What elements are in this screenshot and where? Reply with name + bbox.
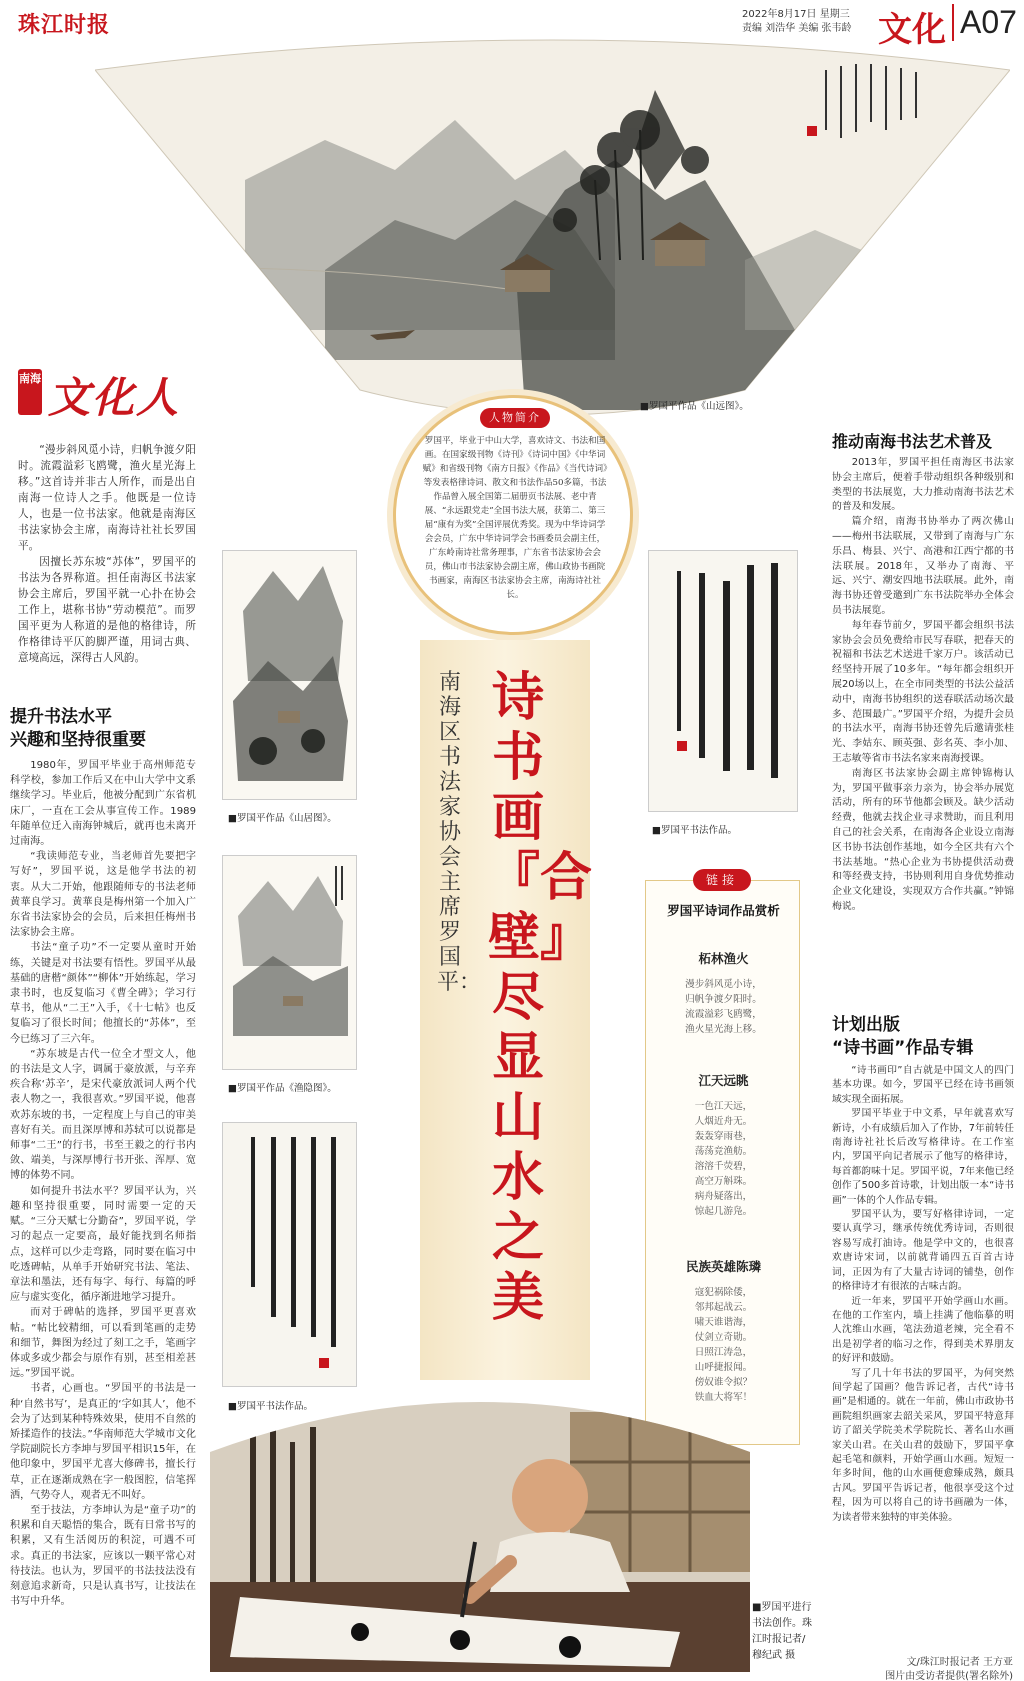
intro-text	[18, 442, 196, 666]
fan-painting-landscape	[95, 30, 1010, 425]
paragraph: 如何提升书法水平？罗国平认为，兴趣和坚持很重要，同时需要一定的天赋。“三分天赋七分勤奋”，罗国平说，学习的起点一定要高，最好能找到名师指点，这样可以少走弯路，同时要在临习中吃透碑帖，从单手开始研究书法、笔法、章法和墨法，还有每字、每行、每篇的呼应与虚实变化，循序渐进地学习提升。	[10, 1185, 196, 1304]
poem-line: 傍奴谁令拟？	[694, 1377, 753, 1388]
poem-line: 轰轰穿雨巷，	[694, 1131, 753, 1142]
poem-line: 荡荡竞渔舫。	[694, 1146, 753, 1157]
calligraphy-work-right	[648, 550, 798, 812]
section-title: 文化	[878, 10, 946, 50]
paragraph: “诗书画印”自古就是中国文人的四门基本功课。如今，罗国平已经在诗书画领域实现全面拓展。	[832, 1065, 1014, 1105]
photo-caption: ■罗国平进行书法创作。珠江时报记者/穆纪武 摄	[752, 1602, 812, 1661]
poem-line: 邻邦起战云。	[694, 1302, 753, 1313]
painting-mountain-dwelling	[222, 550, 357, 800]
poem-line: 人烟近舟无。	[694, 1116, 753, 1127]
photo-writing-calligraphy	[210, 1392, 750, 1672]
paragraph: “我读师范专业，当老师首先要把字写好”，罗国平说，这是他学书法的初衷。从大二开始，他跟随师专的书法老师黄華良学习。黄華良是梅州第一个加入广东省书法家协会的会员，后来担任梅州书法家协会主席。	[10, 851, 196, 939]
paragraph: 1980年，罗国平毕业于高州师范专科学校，参加工作后又在中山大学中文系继续学习。毕业后，他被分配到广东省机床厂，一直在工会从事宣传工作。1989年随单位迁入南海钟城后，就再也未离开过南海。	[10, 760, 196, 848]
article-body-right-2	[832, 1064, 1014, 1525]
photo-credit: 图片由受访者提供(署名除外)	[885, 1671, 1013, 1681]
paragraph: 因擅长苏东坡“苏体”，罗国平的书法为各界称道。担任南海区书法家协会主席后，罗国平就一心扑在协会工作上，堪称书协“劳动模范”。而罗国平更为人称道的是他的格律诗，所作格律诗平仄韵脚严谨，用词古典、意境高远，深得古人风韵。	[18, 556, 196, 664]
poem-line: 病舟疑落出，	[694, 1191, 753, 1202]
poem-line: 惊起几游凫。	[694, 1206, 753, 1217]
issue-date: 2022年8月17日 星期三	[742, 9, 850, 20]
poems-link-box	[645, 873, 800, 1445]
paragraph: 近一年来，罗国平开始学画山水画。在他的工作室内，墙上挂满了他临摹的明人沈维山水画，笔法劲道老辣，完全看不出是初学者的临习之作，得到美术界朋友的好评和鼓励。	[832, 1295, 1014, 1365]
painting-fisherman-hermit	[222, 855, 357, 1070]
article-body-left	[10, 758, 196, 1609]
paragraph: 写了几十年书法的罗国平，为何突然间学起了国画？他告诉记者，古代“诗书画”是相通的。就在一年前，佛山市政协书画院组织画家去韶关采风，罗国平特意拜访了韶关学院美术学院院长、著名山水画家关山君。在关山君的鼓励下，罗国平拿起毛笔和颜料，开始学画山水画。短短一年多时间，他的山水画便愈臻成熟，颇具古风。罗国平告诉记者，他很享受这个过程，因为可以将自己的诗书画融为一体，为读者带来独特的审美体验。	[832, 1367, 1014, 1523]
link-title: 罗国平诗词作品赏析	[667, 903, 780, 918]
poem-line: 溶溶千荧碧，	[694, 1161, 753, 1172]
column-title: 文化人	[48, 373, 181, 422]
paragraph: “漫步斜风觅小诗，归帆争渡夕阳时。流霞溢彩飞鸥鹭，渔火星光海上移。”这首诗并非古人所作，而是出自南海一位诗人之手。他既是一位诗人，也是一位书法家。他就是南海区书法家协会主席，南海诗社社长罗国平。	[18, 444, 196, 552]
paragraph: 2013年，罗国平担任南海区书法家协会主席后，便着手带动组织各种级别和类型的书法展览，大力推动南海书法艺术的普及和发展。	[832, 457, 1014, 513]
paragraph: 篇介绍，南海书协举办了两次佛山——梅州书法联展，又带到了南海与广东乐昌、梅县、兴宁、高港和江西宁都的书法联展。2018年，又举办了南海、平远、兴宁、潮安四地书法联展。此外，南海书协还曾受邀到广东书法院举办全体会员书法展览。	[832, 516, 1014, 616]
poem-line: 漫步斜风觅小诗，	[685, 979, 762, 990]
painting-caption: ■罗国平作品《渔隐图》。	[228, 1083, 337, 1094]
paragraph: 书者，心画也。“罗国平的书法是一种‘自然书写’，是真正的‘字如其人’，他不会为了达到某种特殊效果，使用不自然的矫揉造作的技法。”华南师范大学城市文化学院副院长方李坤与罗国平相识15年，在他印象中，罗国平尤喜大修碑书，擅长行草，正在逐渐成熟在字一般图腔，信笔挥洒，气势夺人，观者无不叫好。	[10, 1383, 196, 1501]
poem-line: 仗剑立奇勋。	[694, 1332, 753, 1343]
painting-caption: ■罗国平书法作品。	[228, 1401, 313, 1412]
heading-calligraphy-skill: 提升书法水平 兴趣和坚持很重要	[10, 707, 146, 750]
heading-promote-calligraphy: 推动南海书法艺术普及	[832, 432, 993, 451]
article-body-right-1	[832, 456, 1014, 915]
poem-line: 寇犯祸除倭，	[694, 1287, 753, 1298]
poem-line: 一色江天远，	[694, 1101, 753, 1112]
poem-line: 归帆争渡夕阳时。	[685, 994, 762, 1005]
painting-caption: ■罗国平作品《山居图》。	[228, 813, 337, 824]
profile-text: 罗国平，毕业于中山大学，喜欢诗文、书法和国画。在国家级刊物《诗刊》《诗词中国》《中华词赋》和省级刊物《南方日报》《作品》《当代诗词》等发表格律诗词、散文和书法作品50多篇，书法作品曾入展全国第二届册页书法展、老中青展、“永远跟党走”全国书法大展，获第二、第三届“康有为奖”全国评展优秀奖。现为中华诗词学会会员，广东中华诗词学会书画委员会副主任，广东岭南诗社常务理事，广东省书法家协会会员，佛山市书法家协会副主席，佛山政协书画院书画家，南海区书法家协会主席，南海诗社社长。	[422, 436, 608, 600]
paragraph: 至于技法，方李坤认为是“童子功”的积累和自天聪悟的集合，既有日常书写的积累，又有生活阅历的积淀，可遇不可求。真正的书法家，应该以一颗平常心对待技法。也认为，罗国平的书法技法没有刻意追求新奇，只是认真书写，让技法在书写中升华。	[10, 1504, 196, 1608]
profile-box	[393, 395, 633, 635]
subheadline: 南海区书法家协会主席罗国平：	[437, 670, 482, 995]
calligraphy-work-left	[222, 1122, 357, 1387]
calligraphy-caption: ■罗国平书法作品。	[652, 825, 737, 836]
nanhai-seal: 南海	[18, 369, 42, 415]
page-number: A07	[952, 4, 1017, 41]
paragraph: 南海区书法家协会副主席钟锦梅认为，罗国平做事亲力亲为，协会举办展览活动，所有的环节他都会顾及。缺少活动经费，他就去找企业寻求赞助，而且利用自己的社会关系，在南海各企业设立南海区书协书法创作基地，如今全区共有六个书法基地。“热心企业为书协提供活动费和等经费支持，书协则利用自身优势推动企业文化建设，实现双方合作共赢。”钟锦梅说。	[832, 767, 1014, 912]
poem-title: 江天远眺	[698, 1073, 749, 1088]
paragraph: 每年春节前夕，罗国平都会组织书法家协会会员免费给市民写春联，把春天的祝福和书法艺术送进千家万户。该活动已经坚持开展了10多年。“每年都会组织开展20场以上，在全市同类型的书法公益活动中，南海书协组织的送春联活动场次最多、范围最广。”罗国平介绍，为提升会员的书法水平，南海书协还曾先后邀请张桂光、李姑东、顾英强、彭名英、李小加、王志敏等省市书法名家来南海授课。	[832, 619, 1014, 764]
poem-line: 高空万斛珠。	[694, 1176, 753, 1187]
poem-title: 柘林渔火	[698, 951, 749, 966]
heading-publish-album: 计划出版 “诗书画”作品专辑	[832, 1015, 974, 1058]
editors-line: 责编 刘浩华 美编 张韦龄	[742, 23, 852, 34]
newspaper-name: 珠江时报	[18, 12, 111, 38]
column-badge	[18, 365, 198, 435]
paragraph: 罗国平毕业于中文系，早年就喜欢写新诗，小有成绩后加入了作协，7年前转任南海诗社社长后改写格律诗。在工作室内，罗国平向记者展示了他写的格律诗，每首都韵味十足。罗国平说，7年来他已经创作了500多首诗歌，计划出版一本“诗书画”一体的个人作品专辑。	[832, 1108, 1014, 1206]
poem-title: 民族英雄陈璘	[685, 1259, 761, 1274]
paragraph: “苏东坡是古代一位全才型文人，他的书法是文人字，调属于豪放派，与辛弃疾合称‘苏辛’，是宋代豪放派词人两个代表人物之一，我很喜欢。”罗国平说，他喜欢苏东坡的书，一定程度上与自己的审美喜好有关。而且深厚博和苏轼可以说都是师事“二王”的行书，书至王毅之的行书内敛、端美，与深厚博行书开张、浑厚、宽博的体势不同。	[10, 1048, 196, 1182]
paragraph: 书法“童子功”不一定要从童时开始练，关键是对书法要有悟性。罗国平从最基础的唐楷“颜体”“柳体”开始练起，学习隶书时，也反复临习《曹全碑》；学习行草书，他从“二王”入手，《十七帖》也反复临习了很长时间；他擅长的“苏体”，至今已练习了三六年。	[10, 942, 196, 1045]
article-credits	[848, 1656, 1013, 1681]
poem-line: 铁血大将军！	[694, 1392, 753, 1403]
paragraph: 罗国平认为，要写好格律诗词，一定要认真学习，继承传统优秀诗词，否则很容易写成打油诗。他是学中文的，也很喜欢唐诗宋词，以前就背诵四五百首古诗词，正因为有了大量古诗词的铺垫，创作的格律诗才有很浓的古味古韵。	[832, 1209, 1014, 1293]
headline: 诗书画『合壁』尽显山水之美	[488, 667, 593, 1328]
poem-line: 山呼捷报闻。	[694, 1362, 753, 1373]
poem-line: 日照江涛急，	[694, 1347, 753, 1358]
poem-line: 啸天谁谐海，	[694, 1317, 753, 1328]
paragraph: 而对于碑帖的选择，罗国平更喜欢帖。“帖比较精细，可以看到笔画的走势和细节，舞图为经过了刻工之手，笔画字体或多或少都会与原作有别，甚至相差甚远。”罗国平说。	[10, 1307, 196, 1380]
link-tag: 链接	[693, 869, 751, 891]
poem-line: 渔火星光海上移。	[685, 1024, 762, 1035]
author-credit: 文/珠江时报记者 王方亚	[906, 1657, 1013, 1668]
poem-line: 流霞溢彩飞鸥鹭，	[685, 1009, 762, 1020]
fan-painting-caption: ■罗国平作品《山远图》。	[640, 401, 749, 412]
profile-tag: 人物简介	[480, 408, 550, 428]
